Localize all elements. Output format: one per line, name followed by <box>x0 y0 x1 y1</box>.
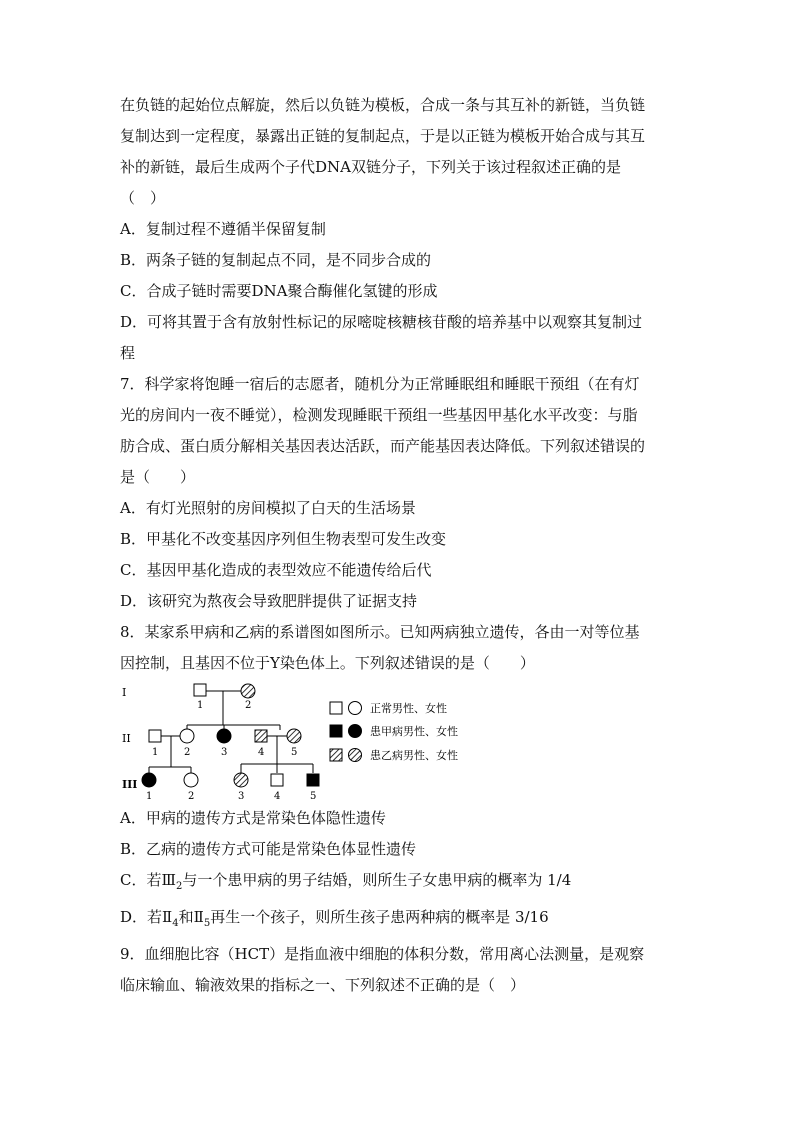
q6-stem-line: 补的新链，最后生成两个子代DNA双链分子，下列关于该过程叙述正确的是 <box>120 158 621 176</box>
gen1-label-2: 2 <box>245 700 252 711</box>
q7-stem-line: 是（ ） <box>120 468 196 486</box>
generation-label: I <box>122 686 127 699</box>
q7-stem-line: 肪合成、蛋白质分解相关基因表达活跃，而产能基因表达降低。下列叙述错误的 <box>120 437 646 455</box>
gen3-male-normal <box>271 774 283 786</box>
q6-option-c: C．合成子链时需要DNA聚合酶催化氢键的形成 <box>120 282 438 300</box>
q8-option-d-mid: 和Ⅱ <box>178 908 204 926</box>
q8-stem-line: 因控制，且基因不位于Y染色体上。下列叙述错误的是（ ） <box>120 654 535 672</box>
legend-label-disease-b: 患乙病男性、女性 <box>370 749 458 762</box>
gen2-label-1: 1 <box>152 747 159 758</box>
q6-stem-line: （ ） <box>120 189 166 207</box>
q8-option-b: B．乙病的遗传方式可能是常染色体显性遗传 <box>120 840 417 858</box>
legend-male-disease-b <box>330 749 342 761</box>
q7-option-a: A．有灯光照射的房间模拟了白天的生活场景 <box>120 499 416 517</box>
q8-option-c <box>120 865 680 902</box>
gen2-female-normal <box>180 729 194 743</box>
q9-stem-line: 9．血细胞比容（HCT）是指血液中细胞的体积分数，常用离心法测量，是观察 <box>120 945 645 963</box>
gen3-label-4: 4 <box>274 791 281 802</box>
q8-option-c-pre: C．若Ⅲ <box>120 871 176 889</box>
legend-female-disease-a <box>349 725 362 738</box>
q6-option-a: A．复制过程不遵循半保留复制 <box>120 220 326 238</box>
q8-option-c-sub: 2 <box>175 881 183 892</box>
pedigree-diagram <box>120 679 480 803</box>
gen3-label-1: 1 <box>146 791 153 802</box>
q8-option-d <box>120 902 680 939</box>
exam-page <box>120 90 680 1001</box>
q7-option-c: C．基因甲基化造成的表型效应不能遗传给后代 <box>120 561 432 579</box>
q8-stem-line: 8．某家系甲病和乙病的系谱图如图所示。已知两病独立遗传，各由一对等位基 <box>120 623 640 641</box>
gen3-female-disease-b <box>234 773 248 787</box>
gen2-label-3: 3 <box>221 747 228 758</box>
gen2-label-2: 2 <box>184 747 191 758</box>
gen2-male-disease-b <box>255 730 267 742</box>
legend-male-disease-a <box>330 725 342 737</box>
generation-label: II <box>122 732 131 745</box>
q8-option-a: A．甲病的遗传方式是常染色体隐性遗传 <box>120 809 386 827</box>
gen2-female-disease-b <box>287 729 301 743</box>
gen3-male-disease-a <box>307 774 319 786</box>
q8-option-d-pre: D．若Ⅱ <box>120 908 173 926</box>
gen2-label-4: 4 <box>258 747 265 758</box>
q6-option-d-cont: 程 <box>120 344 136 362</box>
q8-option-d-sub1: 4 <box>172 918 179 929</box>
q6-option-d: D．可将其置于含有放射性标记的尿嘧啶核糖核苷酸的培养基中以观察其复制过 <box>120 313 643 331</box>
q9-stem-line: 临床输血、输液效果的指标之一、下列叙述不正确的是（ ） <box>120 976 526 994</box>
legend-female-disease-b <box>349 749 362 762</box>
gen3-label-2: 2 <box>188 791 195 802</box>
legend-female-normal <box>349 702 362 715</box>
gen3-female-disease-a <box>142 773 156 787</box>
gen1-label-1: 1 <box>197 700 204 711</box>
q7-option-b: B．甲基化不改变基因序列但生物表型可发生改变 <box>120 530 447 548</box>
gen3-female-normal <box>184 773 198 787</box>
q7-stem-line: 光的房间内一夜不睡觉），检测发现睡眠干预组一些基因甲基化水平改变：与脂 <box>120 406 638 424</box>
legend-label-normal: 正常男性、女性 <box>370 702 447 715</box>
gen2-male-normal <box>149 730 161 742</box>
gen2-label-5: 5 <box>291 747 298 758</box>
gen3-label-3: 3 <box>238 791 245 802</box>
legend-male-normal <box>330 702 342 714</box>
legend-label-disease-a: 患甲病男性、女性 <box>370 725 458 738</box>
q6-option-b: B．两条子链的复制起点不同，是不同步合成的 <box>120 251 432 269</box>
q7-option-d: D．该研究为熬夜会导致肥胖提供了证据支持 <box>120 592 418 610</box>
q6-stem-line: 在负链的起始位点解旋，然后以负链为模板，合成一条与其互补的新链，当负链 <box>120 96 646 114</box>
q7-stem-line: 7．科学家将饱睡一宿后的志愿者，随机分为正常睡眠组和睡眠干预组（在有灯 <box>120 375 640 393</box>
q8-option-d-sub2: 5 <box>203 918 211 929</box>
generation-label: III <box>122 778 138 791</box>
gen1-male-normal <box>194 684 206 696</box>
q8-option-c-post: 与一个患甲病的男子结婚，则所生子女患甲病的概率为 1/4 <box>182 871 572 889</box>
q8-option-d-post: 再生一个孩子，则所生孩子患两种病的概率是 3/16 <box>210 908 549 926</box>
q6-stem-line: 复制达到一定程度，暴露出正链的复制起点，于是以正链为模板开始合成与其互 <box>120 127 646 145</box>
gen1-female-disease-b <box>241 684 255 698</box>
gen3-label-5: 5 <box>310 791 317 802</box>
gen2-female-disease-a <box>217 729 231 743</box>
